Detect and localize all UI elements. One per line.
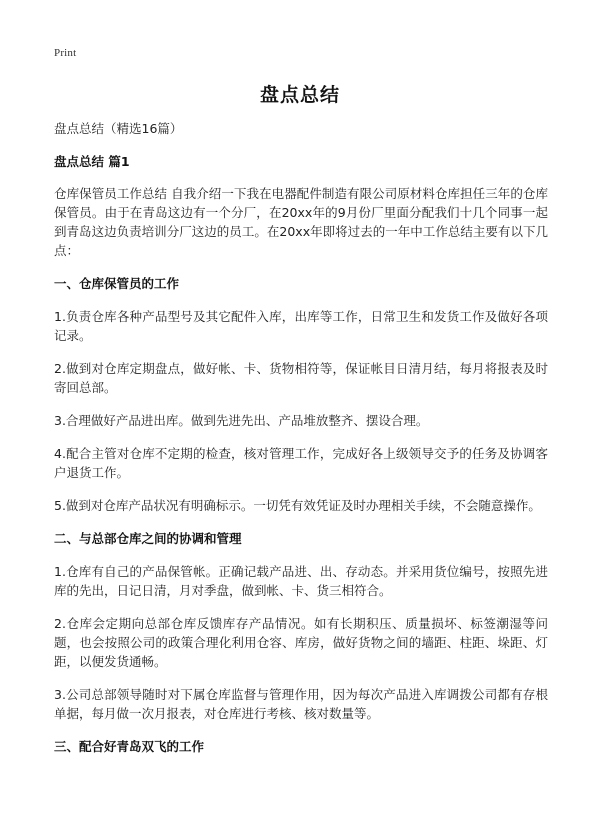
section-paragraph: 1.仓库有自己的产品保管帐。正确记载产品进、出、存动态。并采用货位编号，按照先进库的先出，日记日清，月对季盘，做到帐、卡、货三相符合。 xyxy=(54,564,548,598)
section-paragraph: 2.做到对仓库定期盘点，做好帐、卡、货物相符等，保证帐目日清月结，每月将报表及时寄回总部。 xyxy=(54,361,548,395)
document-subtitle: 盘点总结（精选16篇） xyxy=(54,121,183,136)
section-paragraph: 3.合理做好产品进出库。做到先进先出、产品堆放整齐、摆设合理。 xyxy=(54,413,429,428)
section-heading: 三、配合好青岛双飞的工作 xyxy=(54,739,205,754)
section-heading: 一、仓库保管员的工作 xyxy=(54,276,180,291)
section-paragraph: 3.公司总部领导随时对下属仓库监督与管理作用，因为每次产品进入库调拨公司都有存根单据，每月做一次月报表，对仓库进行考核、核对数量等。 xyxy=(54,687,548,721)
section-heading: 二、与总部仓库之间的协调和管理 xyxy=(54,531,242,546)
print-label: Print xyxy=(54,47,77,59)
section-paragraph: 2.仓库会定期向总部仓库反馈库存产品情况。如有长期积压、质量损坏、标签潮湿等问题，也会按照公司的政策合理化利用仓容、库房，做好货物之间的墙距、柱距、垛距、灯距，以便发货通畅。 xyxy=(54,616,548,669)
document-title: 盘点总结 xyxy=(259,84,340,106)
section-paragraph: 4.配合主管对仓库不定期的检查，核对管理工作，完成好各上级领导交予的任务及协调客户退货工作。 xyxy=(54,446,548,480)
intro-paragraph: 仓库保管员工作总结 自我介绍一下我在电器配件制造有限公司原材料仓库担任三年的仓库保管员。由于在青岛这边有一个分厂，在20xx年的9月份厂里面分配我们十几个同事一起到青岛这边负责培训分厂这边的员工。在20xx年即将过去的一年中工作总结主要有以下几点： xyxy=(54,186,548,258)
article-title: 盘点总结 篇1 xyxy=(54,154,130,169)
document-body xyxy=(54,152,548,770)
section-paragraph: 1.负责仓库各种产品型号及其它配件入库，出库等工作，日常卫生和发货工作及做好各项记录。 xyxy=(54,309,548,343)
section-paragraph: 5.做到对仓库产品状况有明确标示。一切凭有效凭证及时办理相关手续，不会随意操作。 xyxy=(54,498,541,513)
